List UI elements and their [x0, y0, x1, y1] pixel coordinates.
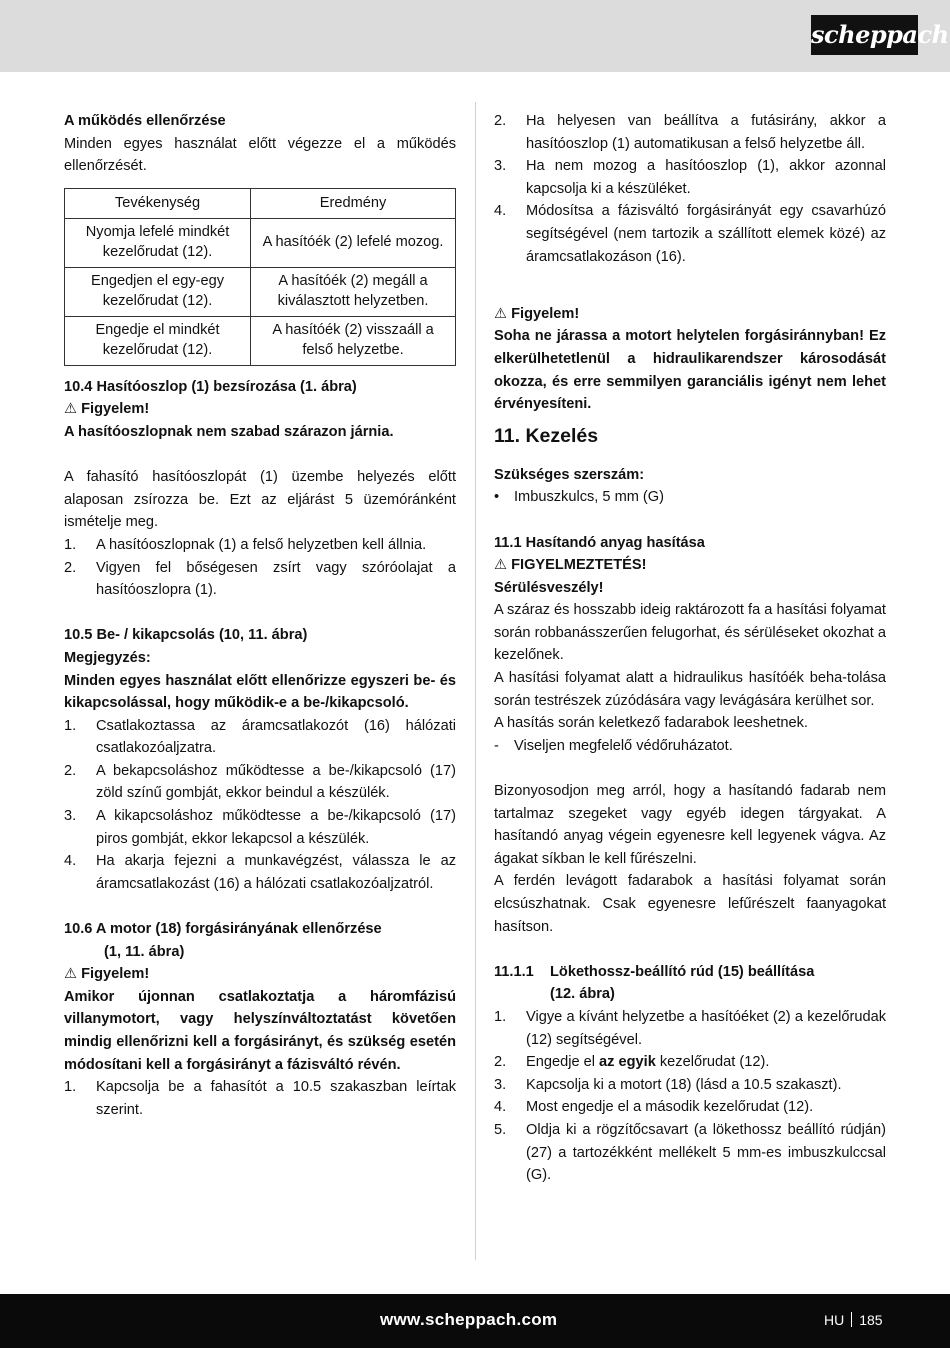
warning-text: Figyelem! — [511, 305, 580, 322]
warning-text: Figyelem! — [81, 966, 150, 983]
warning-text: FIGYELMEZTETÉS! — [511, 557, 647, 574]
warning-body: A hasítóoszlopnak nem szabad szárazon járnia. — [64, 423, 394, 440]
list-text: Imbuszkulcs, 5 mm (G) — [514, 489, 665, 506]
list-item — [494, 1119, 886, 1187]
list-text: A hasítóoszlopnak (1) a felső helyzetben kell állnia. — [96, 536, 427, 553]
footer-bar — [0, 1294, 950, 1348]
table-row — [65, 316, 456, 365]
list-item — [494, 1074, 886, 1097]
note-body: Minden egyes használat előtt ellenőrizze egyszeri be- és kikapcsolással, hogy működik-e a be-/kikapcsoló. — [64, 672, 456, 712]
warning-subtitle: Sérülésveszély! — [494, 579, 604, 596]
section-title-text: Lökethossz-beállító rúd (15) beállítása — [550, 963, 815, 980]
column-divider — [475, 102, 476, 1260]
list-item — [494, 1006, 886, 1051]
list-number: 3. — [64, 808, 77, 825]
list-text: kezelőrudat (12). — [655, 1054, 770, 1071]
list-text: Kapcsolja ki a motort (18) (lásd a 10.5 szakaszt). — [526, 1076, 842, 1093]
section-10-4-text: A fahasító hasítóoszlopát (1) üzembe helyezés előtt alaposan zsírozza be. Ezt az eljárást 5 üzemóránként ismételje meg. — [64, 469, 456, 531]
table-cell: Engedjen el egy-egy kezelőrudat (12). — [65, 267, 251, 316]
table-cell: A hasítóék (2) visszaáll a felső helyzetbe. — [251, 316, 456, 365]
warning-body: Soha ne járassa a motort helytelen forgásiránnyban! Ez elkerülhetetlenül a hidraulikarendszer károsodását okozza, és erre semmilyen garanciális igényt nem lehet érvényesíteni. — [494, 328, 886, 413]
footer-url: www.scheppach.com — [380, 1310, 558, 1329]
section-11-1-title: 11.1 Hasítandó anyag hasítása — [494, 534, 705, 551]
dash: - — [494, 737, 499, 754]
warning-label — [494, 303, 886, 326]
table-row — [65, 218, 456, 267]
list-number: 4. — [494, 203, 507, 220]
list-item — [64, 557, 456, 602]
list-text: Kapcsolja be a fahasítót a 10.5 szakaszban leírtak szerint. — [96, 1079, 456, 1118]
table-cell: A hasítóék (2) megáll a kiválasztott helyzetben. — [251, 267, 456, 316]
section-10-6-title-cont: (1, 11. ábra) — [104, 943, 185, 960]
list-text: Ha nem mozog a hasítóoszlop (1), akkor azonnal kapcsolja ki a készüléket. — [526, 158, 886, 197]
paragraph: A hasítási folyamat alatt a hidraulikus hasítóék beha-tolása során testrészek zúzódására vagy levágására kerülhet sor. — [494, 670, 886, 709]
list-text: Csatlakoztassa az áramcsatlakozót (16) hálózati csatlakozóaljzatra. — [96, 717, 456, 757]
list-item — [494, 735, 886, 758]
section-number: 11.1.1 — [494, 963, 534, 980]
list-number: 3. — [494, 158, 507, 175]
table-header-row — [65, 188, 456, 218]
bullet: • — [494, 489, 500, 506]
check-title: A működés ellenőrzése — [64, 113, 226, 129]
list-text: Oldja ki a rögzítőcsavart (a lökethossz beállító rúdján) (27) a tartozékként mellékelt 5 mm-es imbuszkulccsal (G). — [526, 1121, 886, 1184]
paragraph: A ferdén levágott fadarabok a hasítási folyamat során elcsúszhatnak. Csak egyenesre lefűrészelt faanyagokat hasítson. — [494, 873, 886, 935]
list-text: Viseljen megfelelő védőruházatot. — [514, 737, 733, 754]
list-item — [494, 155, 886, 200]
header-bar — [0, 0, 950, 72]
table-cell: Engedje el mindkét kezelőrudat (12). — [65, 316, 251, 365]
separator — [851, 1312, 852, 1327]
section-10-6-title: 10.6 A motor (18) forgásirányának ellenőrzése — [64, 921, 382, 938]
warning-triangle-icon: ⚠ — [64, 966, 78, 983]
paragraph: Bizonyosodjon meg arról, hogy a hasítandó fadarab nem tartalmaz szegeket vagy egyéb idegen tárgyakat. A hasítandó anyag végein egyenesre kell legyenek vágva. Az ágakat síkban le kell fűrészelni. — [494, 783, 886, 867]
warning-triangle-icon: ⚠ — [64, 401, 78, 418]
list-number: 2. — [494, 1054, 507, 1071]
list-text: Vigyen fel bőségesen zsírt vagy szóróolajat a hasítóoszlopra (1). — [96, 559, 456, 599]
note-label: Megjegyzés: — [64, 649, 151, 666]
list-item — [494, 1096, 886, 1119]
warning-triangle-icon: ⚠ — [494, 557, 508, 574]
table-header-cell: Eredmény — [251, 188, 456, 218]
table-cell: A hasítóék (2) lefelé mozog. — [251, 218, 456, 267]
warning-label — [64, 963, 456, 986]
list-number: 4. — [494, 1099, 507, 1116]
emphasis-text: az egyik — [599, 1054, 656, 1071]
list-item — [494, 110, 886, 155]
paragraph: A hasítás során keletkező fadarabok leeshetnek. — [494, 715, 808, 732]
list-item — [64, 1076, 456, 1121]
section-10-5-title: 10.5 Be- / kikapcsolás (10, 11. ábra) — [64, 627, 308, 644]
section-10-4-title: 10.4 Hasítóoszlop (1) bezsírozása (1. ábra) — [64, 378, 357, 395]
list-number: 3. — [494, 1076, 507, 1093]
list-text: A bekapcsoláshoz működtesse a be-/kikapcsoló (17) zöld színű gombját, ekkor beindul a készülék. — [96, 762, 456, 802]
warning-body: Amikor újonnan csatlakoztatja a háromfázisú villanymotort, vagy helyszínváltoztatást követően mindig ellenőrizni kell a forgásirányt, és szükség esetén módosítani kell a forgásirányt a fázisváltó révén. — [64, 988, 456, 1073]
check-text: Minden egyes használat előtt végezze el a működés ellenőrzését. — [64, 135, 456, 175]
warning-triangle-icon: ⚠ — [494, 305, 508, 322]
warning-text: Figyelem! — [81, 401, 150, 418]
list-item — [64, 850, 456, 895]
list-text: A kikapcsoláshoz működtesse a be-/kikapcsoló (17) piros gombját, ekkor lekapcsol a készülék. — [96, 808, 456, 847]
list-number: 5. — [494, 1121, 507, 1138]
right-column — [494, 110, 886, 1187]
list-text: Módosítsa a fázisváltó forgásirányát egy csavarhúzó segítségével (nem tartozik a szállított elemek közé) az áramcsatlakozáson (16). — [526, 203, 886, 265]
brand-logo: scheppach — [811, 15, 918, 55]
list-number: 1. — [64, 536, 77, 553]
table-cell: Nyomja lefelé mindkét kezelőrudat (12). — [65, 218, 251, 267]
section-11-1-1-title — [494, 961, 886, 984]
table-row — [65, 267, 456, 316]
list-item — [64, 534, 456, 557]
warning-label — [494, 554, 886, 577]
section-11-heading: 11. Kezelés — [494, 424, 599, 447]
page-number — [824, 1308, 883, 1332]
list-item — [64, 805, 456, 850]
list-number: 1. — [64, 1079, 77, 1096]
list-text: Most engedje el a második kezelőrudat (12). — [526, 1099, 814, 1116]
language-code: HU — [824, 1312, 845, 1328]
table-header-cell: Tevékenység — [65, 188, 251, 218]
list-number: 1. — [64, 717, 77, 734]
list-text: Vigye a kívánt helyzetbe a hasítóéket (2) a kezelőrudak (12) segítségével. — [526, 1008, 886, 1048]
warning-label — [64, 398, 456, 421]
list-number: 2. — [494, 113, 507, 129]
list-number: 1. — [494, 1008, 507, 1025]
page-number-value: 185 — [859, 1312, 883, 1328]
list-number: 2. — [64, 762, 77, 779]
list-item — [494, 200, 886, 268]
list-item — [494, 1051, 886, 1074]
paragraph: A száraz és hosszabb ideig raktározott fa a hasítási folyamat során robbanásszerűen felugorhat, és sérüléseket okozhat a kezelőnek. — [494, 602, 886, 664]
list-item — [64, 760, 456, 805]
list-number: 4. — [64, 853, 77, 870]
list-item — [494, 486, 886, 509]
list-text: Ha akarja fejezni a munkavégzést, válassza le az áramcsatlakozást (16) a hálózati csatlakozóaljzatról. — [96, 853, 456, 892]
tools-label: Szükséges szerszám: — [494, 466, 645, 483]
list-text: Engedje el — [526, 1054, 600, 1071]
section-11-1-1-title-cont: (12. ábra) — [550, 986, 615, 1003]
list-number: 2. — [64, 559, 77, 576]
list-text: Ha helyesen van beállítva a futásirány, akkor a hasítóoszlop (1) automatikusan a felső helyzetbe áll. — [526, 113, 886, 152]
list-item — [64, 715, 456, 760]
function-check-table — [64, 188, 456, 366]
left-column — [64, 110, 456, 1121]
